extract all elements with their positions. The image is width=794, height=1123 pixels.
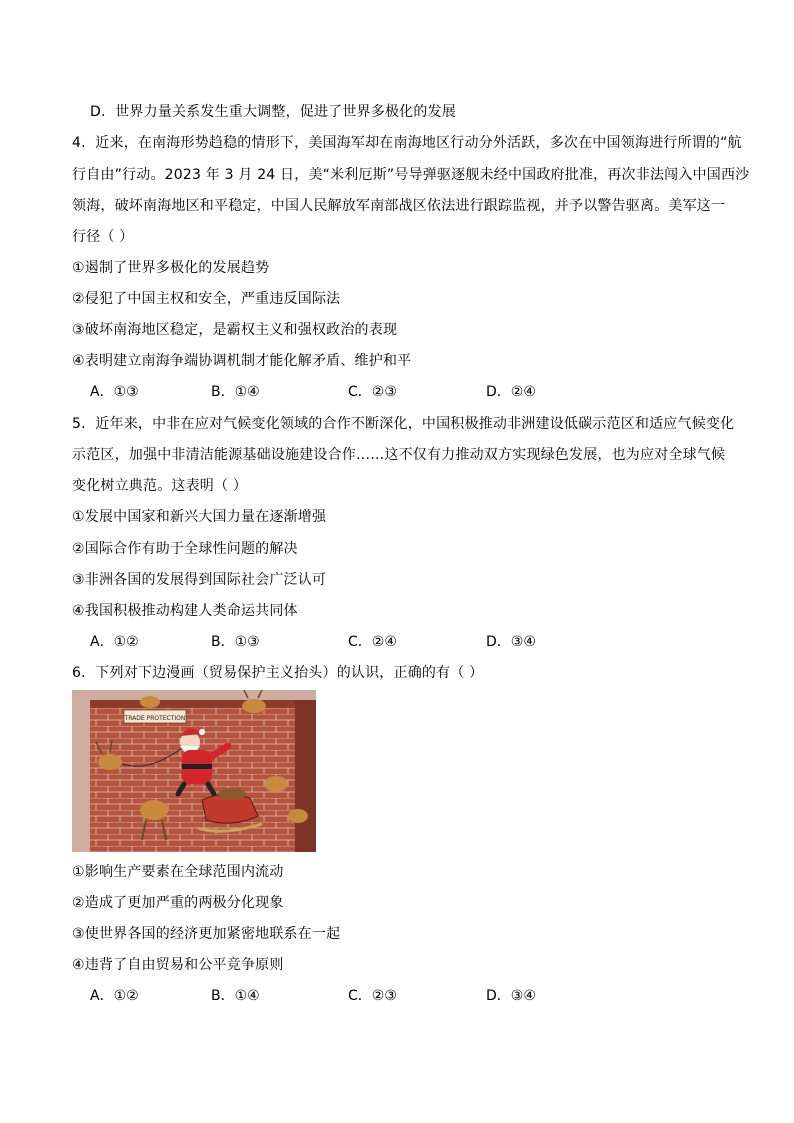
q6-item-1: ①影响生产要素在全球范围内流动 [72,864,284,880]
q5-stem-line-1: 5．近年来，中非在应对气候变化领域的合作不断深化，中国积极推动非洲建设低碳示范区和适应气候变化 [72,416,735,432]
q5-option-d[interactable]: D．③④ [486,634,536,650]
q4-item-1: ①遏制了世界多极化的发展趋势 [72,260,270,276]
q3-option-d: D．世界力量关系发生重大调整，促进了世界多极化的发展 [90,104,456,120]
q6-item-4: ④违背了自由贸易和公平竞争原则 [72,957,284,973]
q5-item-1: ①发展中国家和新兴大国力量在逐渐增强 [72,509,327,525]
q4-item-3: ③破坏南海地区稳定，是霸权主义和强权政治的表现 [72,322,398,338]
cartoon-sign-text: TRADE PROTECTION [124,715,186,722]
q6-option-d[interactable]: D．③④ [486,988,536,1004]
q5-stem-line-2: 示范区，加强中非清洁能源基础设施建设合作……这不仅有力推动双方实现绿色发展，也为应对全球气候 [72,447,726,463]
q6-option-a[interactable]: A．①② [90,988,139,1004]
q6-item-3: ③使世界各国的经济更加紧密地联系在一起 [72,926,341,942]
q4-stem-line-1: 4．近来，在南海形势趋稳的情形下，美国海军却在南海地区行动分外活跃，多次在中国领海进行所谓的“航 [72,135,742,151]
q4-item-4: ④表明建立南海争端协调机制才能化解矛盾、维护和平 [72,353,412,369]
q4-item-2: ②侵犯了中国主权和安全，严重违反国际法 [72,291,341,307]
q5-stem-line-3: 变化树立典范。这表明（ ） [72,478,248,494]
q4-stem-line-2: 行自由”行动。2023 年 3 月 24 日，美“米利厄斯”号导弹驱逐舰未经中国政府批准，再次非法闯入中国西沙 [72,167,750,183]
q4-option-c[interactable]: C．②③ [348,384,397,400]
q4-stem-line-4: 行径（ ） [72,229,134,245]
q6-option-c[interactable]: C．②③ [348,988,397,1004]
q4-option-b[interactable]: B．①④ [211,384,260,400]
q5-option-a[interactable]: A．①② [90,634,139,650]
q4-stem-line-3: 领海，破坏南海地区和平稳定，中国人民解放军南部战区依法进行跟踪监视，并予以警告驱离。美军这一 [72,198,726,214]
q6-stem: 6．下列对下边漫画（贸易保护主义抬头）的认识，正确的有（ ） [72,665,484,681]
q5-item-4: ④我国积极推动构建人类命运共同体 [72,603,298,619]
q6-option-b[interactable]: B．①④ [211,988,260,1004]
q5-item-2: ②国际合作有助于全球性问题的解决 [72,541,298,557]
q5-option-b[interactable]: B．①③ [211,634,260,650]
q5-option-c[interactable]: C．②④ [348,634,397,650]
q4-option-d[interactable]: D．②④ [486,384,536,400]
q6-item-2: ②造成了更加严重的两极分化现象 [72,895,284,911]
q4-option-a[interactable]: A．①③ [90,384,139,400]
trade-protection-cartoon [72,690,316,852]
q5-item-3: ③非洲各国的发展得到国际社会广泛认可 [72,572,327,588]
